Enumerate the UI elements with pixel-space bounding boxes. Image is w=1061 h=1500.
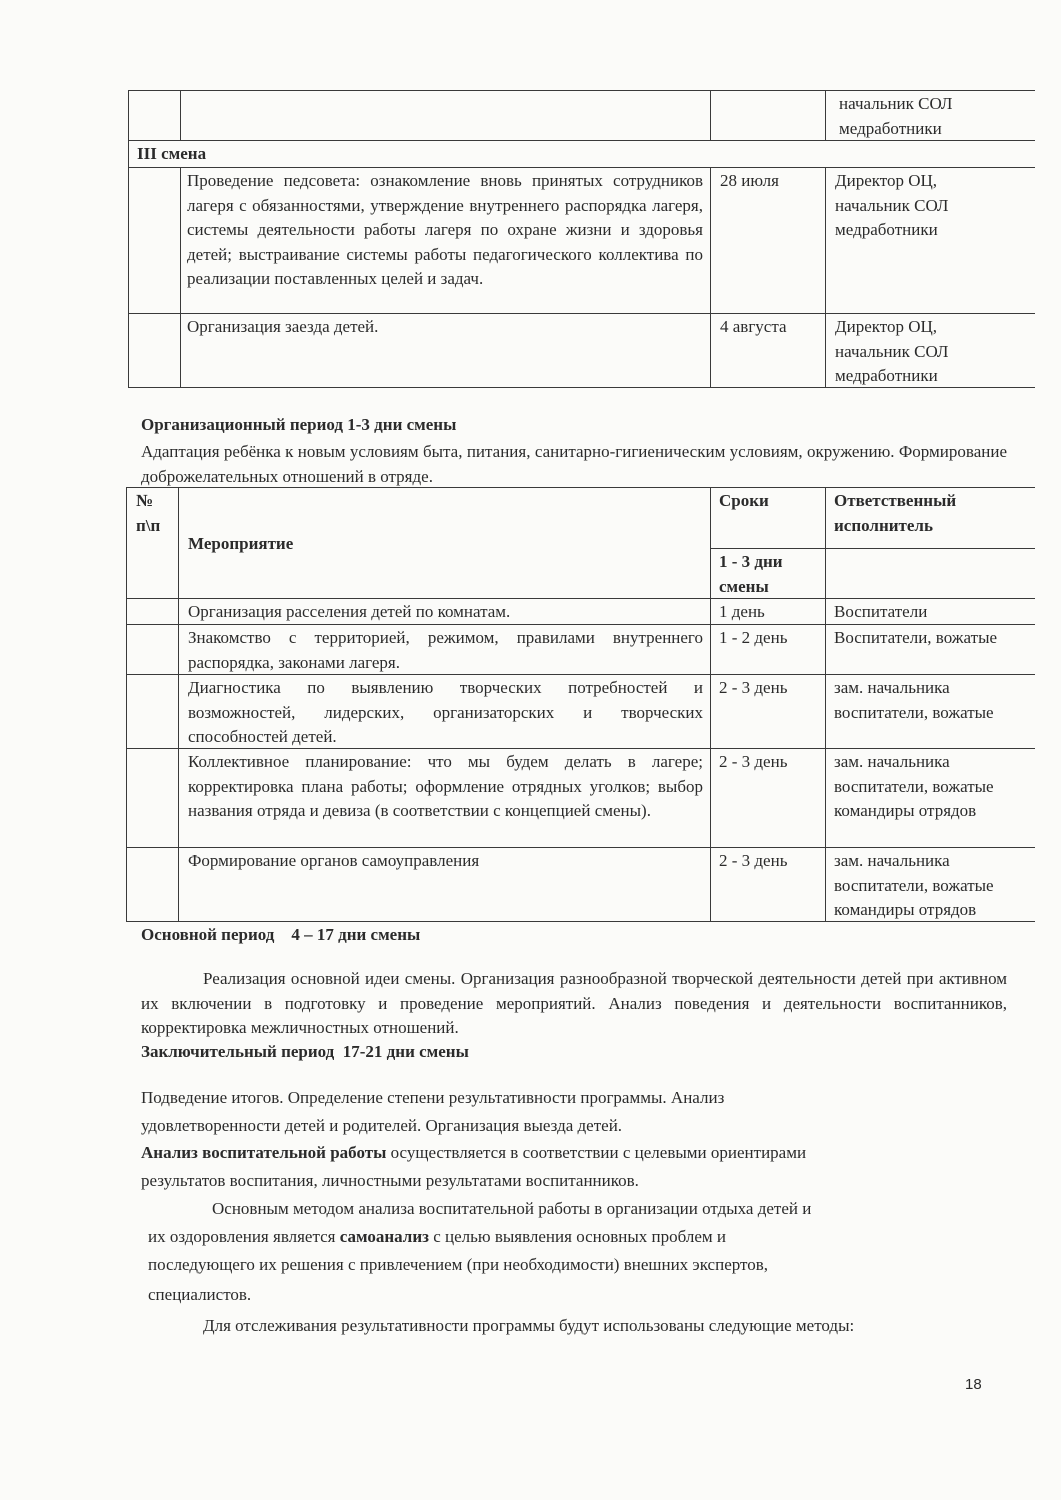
main-period-text: Реализация основной идеи смены. Организация разнообразной творческой деятельности детей при активном их включении в подготовку и проведение мероприятий. Анализ поведения и деятельности воспитанников, корректировка межличностных отношений. <box>141 969 1007 1037</box>
table-cell-responsible: зам. начальника воспитатели, вожатые командиры отрядов <box>834 752 994 820</box>
page-number: 18 <box>965 1376 982 1393</box>
method-text: их оздоровления является <box>148 1227 340 1246</box>
table-cell-date: 2 - 3 день <box>719 752 788 771</box>
table-cell-responsible: начальник СОЛ медработники <box>839 94 953 138</box>
table-cell-responsible: зам. начальника воспитатели, вожатые <box>834 678 994 722</box>
table-border <box>128 90 129 387</box>
table-cell-date: 4 августа <box>720 317 787 336</box>
org-period-heading: Организационный период 1-3 дни смены <box>141 415 457 434</box>
methods-intro-paragraph: Для отслеживания результативности программы будут использованы следующие методы: <box>203 1316 855 1335</box>
table-cell-event: Диагностика по выявлению творческих потребностей и возможностей, лидерских, организаторских и творческих способностей детей. <box>188 678 703 746</box>
analysis-bold-term: Анализ воспитательной работы <box>141 1143 387 1162</box>
table-border <box>180 90 181 140</box>
table-cell-event: Формирование органов самоуправления <box>188 851 480 870</box>
self-analysis-term: самоанализ <box>339 1227 429 1246</box>
final-period-line: удовлетворенности детей и родителей. Организация выезда детей. <box>141 1116 623 1135</box>
table-cell-responsible: зам. начальника воспитатели, вожатые командиры отрядов <box>834 851 994 919</box>
table-cell-date: 1 день <box>719 602 765 621</box>
table-cell-date: 2 - 3 день <box>719 851 788 870</box>
table-cell-date: 2 - 3 день <box>719 678 788 697</box>
method-paragraph-line: последующего их решения с привлечением (при необходимости) внешних экспертов, <box>148 1255 769 1274</box>
table-border <box>128 387 1035 388</box>
method-paragraph-line: Основным методом анализа воспитательной работы в организации отдыха детей и <box>212 1199 812 1218</box>
table-cell-responsible: Воспитатели, вожатые <box>834 628 998 647</box>
table-header-event: Мероприятие <box>188 534 294 553</box>
method-paragraph-line <box>148 1227 726 1247</box>
method-paragraph-line: специалистов. <box>148 1285 252 1304</box>
analysis-text: осуществляется в соответствии с целевыми ориентирами <box>386 1143 807 1162</box>
table-cell-date: 28 июля <box>720 171 779 190</box>
table-cell-event: Организация заезда детей. <box>187 317 379 336</box>
final-period-line: Подведение итогов. Определение степени результативности программы. Анализ <box>141 1088 725 1107</box>
table-header-date: Сроки <box>719 491 769 510</box>
table-cell-responsible: Воспитатели <box>834 602 928 621</box>
table-border <box>126 921 1035 922</box>
table-header-responsible: Ответственный исполнитель <box>834 491 957 535</box>
table-header-date-sub: 1 - 3 дни смены <box>719 552 783 596</box>
table-border <box>710 90 711 140</box>
table-cell-event: Организация расселения детей по комнатам. <box>188 602 511 621</box>
table-cell-date: 1 - 2 день <box>719 628 788 647</box>
table-cell-responsible: Директор ОЦ, начальник СОЛ медработники <box>835 317 949 385</box>
analysis-paragraph-line: результатов воспитания, личностными результатами воспитанников. <box>141 1171 639 1190</box>
table-cell-responsible: Директор ОЦ, начальник СОЛ медработники <box>835 171 949 239</box>
table-cell-event: Проведение педсовета: ознакомление вновь принятых сотрудников лагеря с обязанностями, утверждение внутреннего распорядка лагеря, системы деятельности работы лагеря по охране жизни и здоровья детей; выстраивание системы работы педагогического коллектива по реализации поставленных целей и задач. <box>187 171 703 288</box>
table-cell-event: Знакомство с территорией, режимом, правилами внутреннего распорядка, законами лагеря. <box>188 628 703 672</box>
analysis-paragraph-line <box>141 1143 806 1163</box>
org-period-text: Адаптация ребёнка к новым условиям быта, питания, санитарно-гигиеническим условиям, окружению. Формирование доброжелательных отношений в отряде. <box>141 442 1007 486</box>
table-cell-event: Коллективное планирование: что мы будем делать в лагере; корректировка плана работы; оформление отрядных уголков; выбор названия отряда и девиза (в соответствии с концепцией смены). <box>188 752 703 820</box>
final-period-heading: Заключительный период 17-21 дни смены <box>141 1042 469 1061</box>
main-period-heading: Основной период 4 – 17 дни смены <box>141 925 421 944</box>
method-text: с целью выявления основных проблем и <box>428 1227 727 1246</box>
table-header-num: № п\п <box>136 491 161 535</box>
section-header: III смена <box>137 144 207 163</box>
